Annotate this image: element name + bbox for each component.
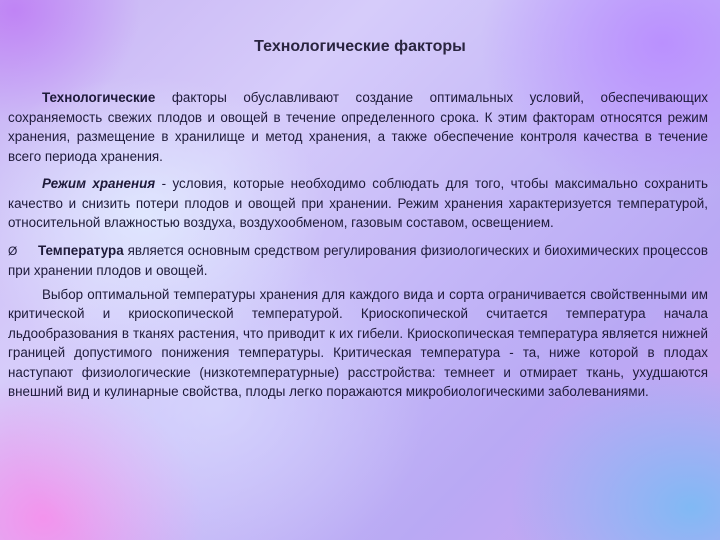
paragraph-storage-mode	[8, 174, 708, 233]
term-technological: Технологические	[42, 90, 156, 105]
paragraph-temperature-choice: Выбор оптимальной температуры хранения для каждого вида и сорта ограничивается свойственными им критической и криоскопической температурой. Криоскопической считается температура начала льдообразования в тканях растения, что приводит к их гибели. Криоскопическая температура является нижней границей допустимого понижения температуры. Критическая температура - та, ниже которой в плодах наступают физиологические (низкотемпературные) расстройства: темнеет и отмирает ткань, ухудшаются внешний вид и кулинарные свойства, плоды легко поражаются микробиологическими заболеваниями.	[8, 286, 708, 399]
slide-title: Технологические факторы	[254, 38, 466, 55]
paragraph-temperature	[8, 241, 708, 281]
slide-body	[8, 88, 708, 402]
arrow-bullet-icon: Ø	[8, 243, 18, 258]
paragraph-text: факторы обуславливают создание оптимальных условий, обеспечивающих сохраняемость свежих плодов и овощей в течение определенного срока. К этим факторам относятся режим хранения, размещение в хранилище и метод хранения, а также обеспечение контроля качества в течение всего периода хранения.	[8, 90, 708, 164]
term-storage-mode: Режим хранения	[42, 176, 156, 191]
paragraph-text: является основным средством регулирования физиологических и биохимических процессов при хранении плодов и овощей.	[8, 242, 708, 278]
term-temperature: Температура	[38, 242, 124, 258]
paragraph-technological-factors	[8, 88, 708, 166]
paragraph-text: - условия, которые необходимо соблюдать для того, чтобы максимально сохранить качество и снизить потери плодов и овощей при хранении. Режим хранения характеризуется температурой, относительной влажностью воздуха, воздухообменом, газовым составом, освещением.	[8, 176, 708, 230]
